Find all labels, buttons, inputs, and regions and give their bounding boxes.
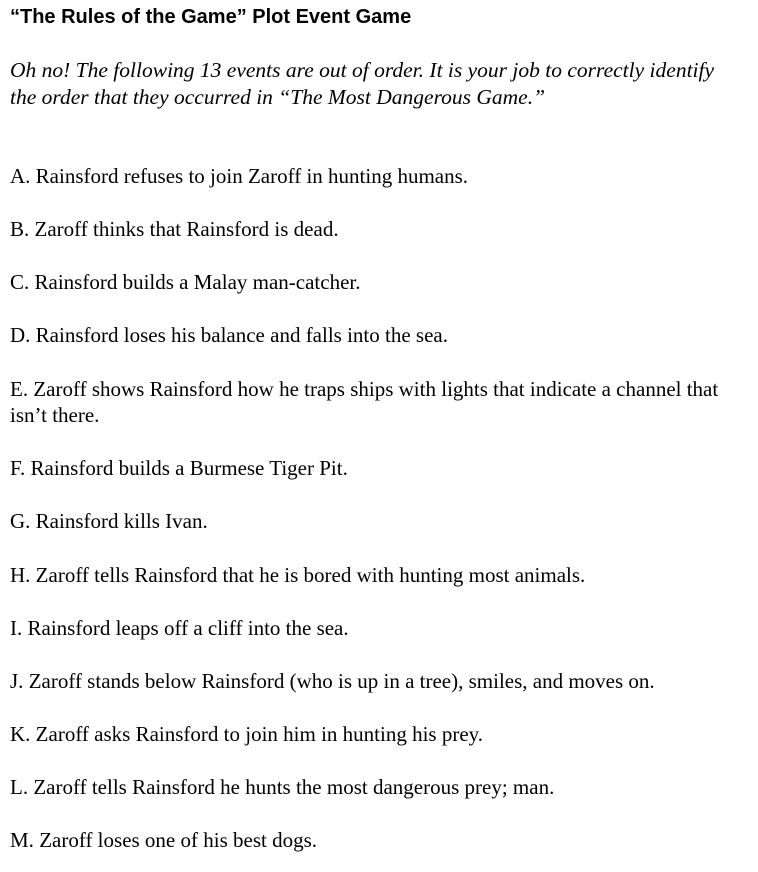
event-text: Zaroff thinks that Rainsford is dead. <box>34 217 339 241</box>
event-letter: A. <box>10 164 31 188</box>
event-letter: G. <box>10 509 31 533</box>
event-text: Rainsford leaps off a cliff into the sea. <box>27 616 349 640</box>
event-letter: I. <box>10 616 23 640</box>
event-text: Rainsford builds a Burmese Tiger Pit. <box>30 456 348 480</box>
event-letter: F. <box>10 456 26 480</box>
event-letter: E. <box>10 377 29 401</box>
event-letter: M. <box>10 828 34 852</box>
event-text: Rainsford loses his balance and falls into the sea. <box>35 323 448 347</box>
document-title: “The Rules of the Game” Plot Event Game <box>10 6 412 28</box>
event-text: Zaroff shows Rainsford how he traps ships with lights that indicate a channel that isn’t there. <box>10 377 719 427</box>
event-letter: J. <box>10 669 24 693</box>
event-item-d <box>10 322 745 348</box>
event-text: Zaroff loses one of his best dogs. <box>39 828 318 852</box>
event-text: Rainsford refuses to join Zaroff in hunting humans. <box>35 164 469 188</box>
instructions-paragraph: Oh no! The following 13 events are out of order. It is your job to correctly identify the order that they occurred in “The Most Dangerous Game.” <box>10 58 715 109</box>
event-item-e <box>10 376 745 428</box>
event-item-a <box>10 163 745 189</box>
event-item-g <box>10 508 745 534</box>
event-text: Zaroff tells Rainsford he hunts the most dangerous prey; man. <box>33 775 555 799</box>
event-text: Rainsford builds a Malay man-catcher. <box>34 270 361 294</box>
event-letter: D. <box>10 323 31 347</box>
event-item-k <box>10 721 745 747</box>
event-letter: H. <box>10 563 31 587</box>
event-letter: K. <box>10 722 31 746</box>
event-text: Zaroff stands below Rainsford (who is up in a tree), smiles, and moves on. <box>28 669 655 693</box>
event-letter: B. <box>10 217 30 241</box>
event-item-j <box>10 668 745 694</box>
event-letter: L. <box>10 775 29 799</box>
event-item-b <box>10 216 745 242</box>
event-text: Zaroff asks Rainsford to join him in hunting his prey. <box>35 722 484 746</box>
event-item-m <box>10 827 745 853</box>
event-item-c <box>10 269 745 295</box>
event-item-f <box>10 455 745 481</box>
event-item-h <box>10 562 745 588</box>
event-item-i <box>10 615 745 641</box>
event-text: Rainsford kills Ivan. <box>35 509 208 533</box>
event-item-l <box>10 774 745 800</box>
event-text: Zaroff tells Rainsford that he is bored with hunting most animals. <box>35 563 586 587</box>
event-letter: C. <box>10 270 30 294</box>
